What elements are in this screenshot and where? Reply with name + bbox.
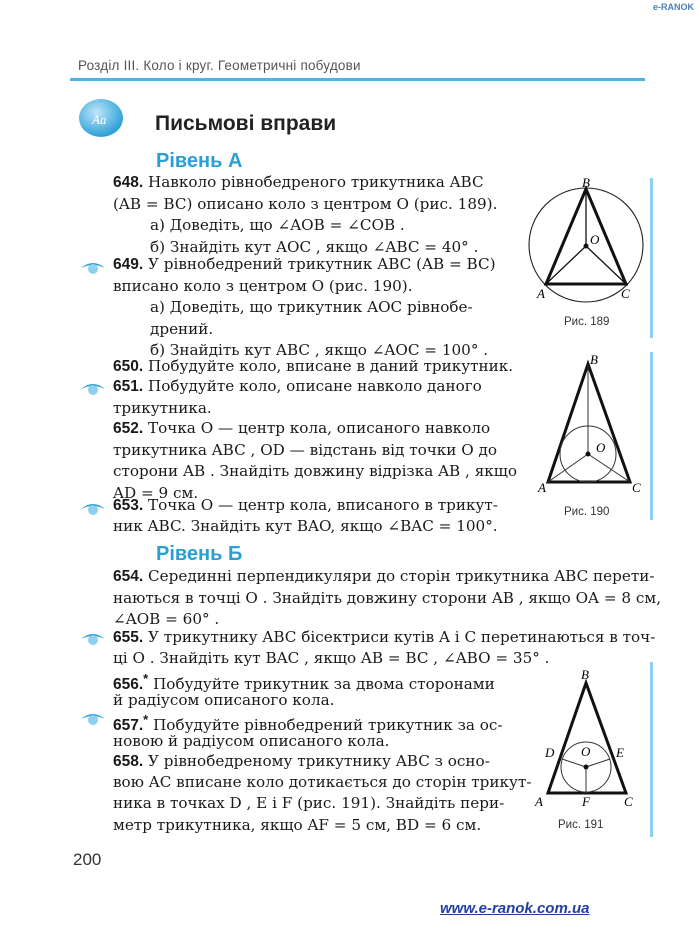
hint-marker-icon (80, 500, 106, 516)
figure-190 (530, 352, 650, 496)
difficulty-star: * (143, 712, 149, 727)
center-o-label: O (590, 232, 600, 247)
figure-191 (530, 665, 650, 819)
point-f-label: F (582, 794, 590, 809)
hint-marker-icon (80, 630, 106, 646)
figure-189 (528, 176, 648, 315)
exercise-649-part-a: а) Доведіть, що трикутник AOC рівнобе- (150, 298, 473, 316)
vertex-a-label: A (535, 794, 543, 809)
exercise-649-line-1: 649. У рівнобедрений трикутник ABC (AB = BC) (113, 255, 496, 273)
exercise-657-line-1: 657.* Побудуйте рівнобедрений трикутник за ос- (113, 712, 503, 735)
vertex-a-label: A (537, 286, 545, 301)
exercise-653-line-1: 653. Точка O — центр кола, вписаного в трикут- (113, 496, 498, 514)
exercise-658-line-4: метр трикутника, якщо AF = 5 см, BD = 6 см. (113, 816, 482, 834)
exercise-658-line-3: ника в точках D , E і F (рис. 191). Знайдіть пери- (113, 794, 505, 812)
exercise-651-line-2: трикутника. (113, 399, 212, 417)
exercise-651-line-1: 651. Побудуйте коло, описане навколо даного (113, 377, 482, 395)
publisher-logo: e-RANOK (652, 2, 694, 12)
vertex-b-label: B (590, 352, 598, 367)
figure-191-bar (650, 662, 653, 837)
vertex-c-label: C (632, 480, 641, 492)
vertex-b-label: B (581, 667, 589, 682)
exercise-number: 653. (113, 497, 144, 514)
section-title: Письмові вправи (155, 112, 337, 135)
writing-exercises-icon (78, 98, 124, 138)
vertex-c-label: C (624, 794, 633, 809)
exercise-648-part-b: б) Знайдіть кут AOC , якщо ∠ABC = 40° . (150, 238, 479, 256)
exercise-658-line-1: 658. У рівнобедреному трикутнику ABC з осно- (113, 752, 490, 770)
hint-marker-icon (80, 259, 106, 275)
figure-189-bar (650, 178, 653, 338)
exercise-658-line-2: вою AC вписане коло дотикається до сторін трикут- (113, 773, 532, 791)
exercise-648-part-a: а) Доведіть, що ∠AOB = ∠COB . (150, 216, 405, 234)
exercise-655-line-2: ці O . Знайдіть кут BAC , якщо AB = BC , ∠ABO = 35° . (113, 649, 550, 667)
exercise-number: 651. (113, 378, 144, 395)
vertex-b-label: B (582, 176, 590, 190)
figure-189-caption: Рис. 189 (564, 316, 610, 328)
exercise-648-line-1: 648. Навколо рівнобедреного трикутника ABC (113, 173, 484, 191)
header-rule (70, 78, 645, 81)
point-e-label: E (616, 745, 624, 760)
exercise-649-part-a-cont: дрений. (150, 320, 214, 338)
center-o-label: O (596, 440, 606, 455)
point-d-label: D (545, 745, 555, 760)
exercise-number: 648. (113, 174, 144, 191)
exercise-number: 658. (113, 753, 144, 770)
page-number: 200 (73, 850, 102, 869)
hint-marker-icon (80, 380, 106, 396)
figure-190-caption: Рис. 190 (564, 506, 610, 518)
center-o-label: O (581, 744, 591, 759)
exercise-number: 649. (113, 256, 144, 273)
exercise-652-line-1: 652. Точка O — центр кола, описаного навколо (113, 419, 491, 437)
exercise-650: 650. Побудуйте коло, вписане в даний трикутник. (113, 357, 514, 375)
exercise-653-line-2: ник ABC. Знайдіть кут BAO, якщо ∠BAC = 100°. (113, 517, 498, 535)
exercise-648-line-2: (AB = BC) описано коло з центром O (рис. 189). (113, 195, 498, 213)
section-icon-text: Aa (92, 112, 107, 127)
exercise-number: 656. (113, 676, 144, 694)
exercise-number: 652. (113, 420, 144, 437)
level-b-heading: Рівень Б (156, 543, 243, 565)
exercise-649-part-b: б) Знайдіть кут ABC , якщо ∠AOC = 100° . (150, 341, 489, 359)
publisher-website-link[interactable]: www.e-ranok.com.ua (440, 900, 590, 917)
exercise-655-line-1: 655. У трикутнику ABC бісектриси кутів A і C перетинаються в точ- (113, 628, 656, 646)
vertex-a-label: A (538, 480, 546, 492)
exercise-number: 655. (113, 629, 144, 646)
exercise-654-line-1: 654. Серединні перпендикуляри до сторін трикутника ABC перети- (113, 567, 655, 585)
exercise-656-line-1: 656.* Побудуйте трикутник за двома сторонами (113, 671, 495, 694)
exercise-654-line-2: наються в точці O . Знайдіть довжину сторони AB , якщо OA = 8 см, (113, 589, 662, 607)
figure-190-bar (650, 352, 653, 520)
exercise-649-line-2: вписано коло з центром O (рис. 190). (113, 277, 413, 295)
level-a-heading: Рівень А (156, 150, 243, 172)
exercise-656-line-2: й радіусом описаного кола. (113, 691, 335, 709)
exercise-657-line-2: новою й радіусом описаного кола. (113, 732, 390, 750)
exercise-654-line-3: ∠AOB = 60° . (113, 610, 220, 628)
difficulty-star: * (143, 671, 149, 686)
exercise-652-line-2: трикутника ABC , OD — відстань від точки O до (113, 441, 498, 459)
vertex-c-label: C (621, 286, 630, 301)
exercise-number: 657. (113, 717, 144, 735)
exercise-number: 650. (113, 358, 144, 375)
hint-marker-icon (80, 710, 106, 726)
exercise-number: 654. (113, 568, 144, 585)
running-header: Розділ ІІІ. Коло і круг. Геометричні побудови (78, 58, 361, 73)
exercise-652-line-4: AD = 9 см. (113, 484, 199, 502)
figure-191-caption: Рис. 191 (558, 819, 604, 831)
exercise-652-line-3: сторони AB . Знайдіть довжину відрізка AB , якщо (113, 462, 518, 480)
